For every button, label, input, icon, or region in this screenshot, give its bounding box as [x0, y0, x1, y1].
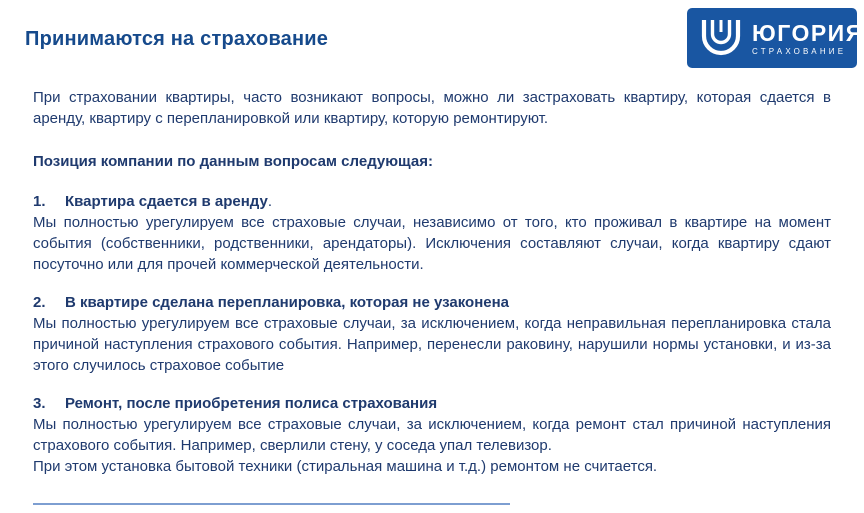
logo-brand-name: ЮГОРИЯ	[752, 19, 864, 46]
bottom-divider	[33, 503, 510, 505]
item-title-suffix: .	[267, 193, 273, 210]
yugoria-nested-u-icon	[699, 17, 743, 59]
item-body: Мы полностью урегулируем все страховые случаи, за исключением, когда ремонт стал причиной наступления страхового события. Например, сверлили стену, у соседа упал телевизор.	[33, 416, 831, 454]
item-title	[33, 393, 831, 414]
list-item-3	[33, 393, 831, 477]
item-title-text: Квартира сдается в аренду	[65, 193, 268, 210]
yugoria-logo	[687, 8, 864, 68]
item-title-text: В квартире сделана перепланировка, которая не узаконена	[65, 294, 510, 311]
item-body: Мы полностью урегулируем все страховые случаи, независимо от того, кто проживал в квартире на момент события (собственники, родственники, арендаторы). Исключения составляют случаи, когда квартиру сдают посуточно или для прочей коммерческой деятельности.	[33, 214, 831, 273]
item-title	[33, 292, 831, 313]
item-title-text: Ремонт, после приобретения полиса страхования	[65, 395, 438, 412]
page-title: Принимаются на страхование	[25, 28, 329, 50]
logo-subtitle: СТРАХОВАНИЕ	[752, 46, 847, 56]
list-item-1	[33, 191, 831, 275]
logo-text	[752, 21, 864, 56]
list-item-2	[33, 292, 831, 376]
item-body: Мы полностью урегулируем все страховые случаи, за исключением, когда неправильная перепланировка стала причиной наступления страхового события. Например, перенесли раковину, нарушили нормы установки, и из-за этого случилось страховое событие	[33, 315, 831, 374]
item-number: 1.	[33, 193, 46, 210]
item-number: 2.	[33, 294, 46, 311]
item-title	[33, 191, 831, 212]
item-number: 3.	[33, 395, 46, 412]
position-heading: Позиция компании по данным вопросам следующая:	[33, 153, 433, 170]
slide-body	[33, 87, 831, 494]
intro-paragraph: При страховании квартиры, часто возникают вопросы, можно ли застраховать квартиру, которая сдается в аренду, квартиру с перепланировкой или квартиру, которую ремонтируют.	[33, 89, 831, 127]
item-body-note: При этом установка бытовой техники (стиральная машина и т.д.) ремонтом не считается.	[33, 458, 658, 475]
